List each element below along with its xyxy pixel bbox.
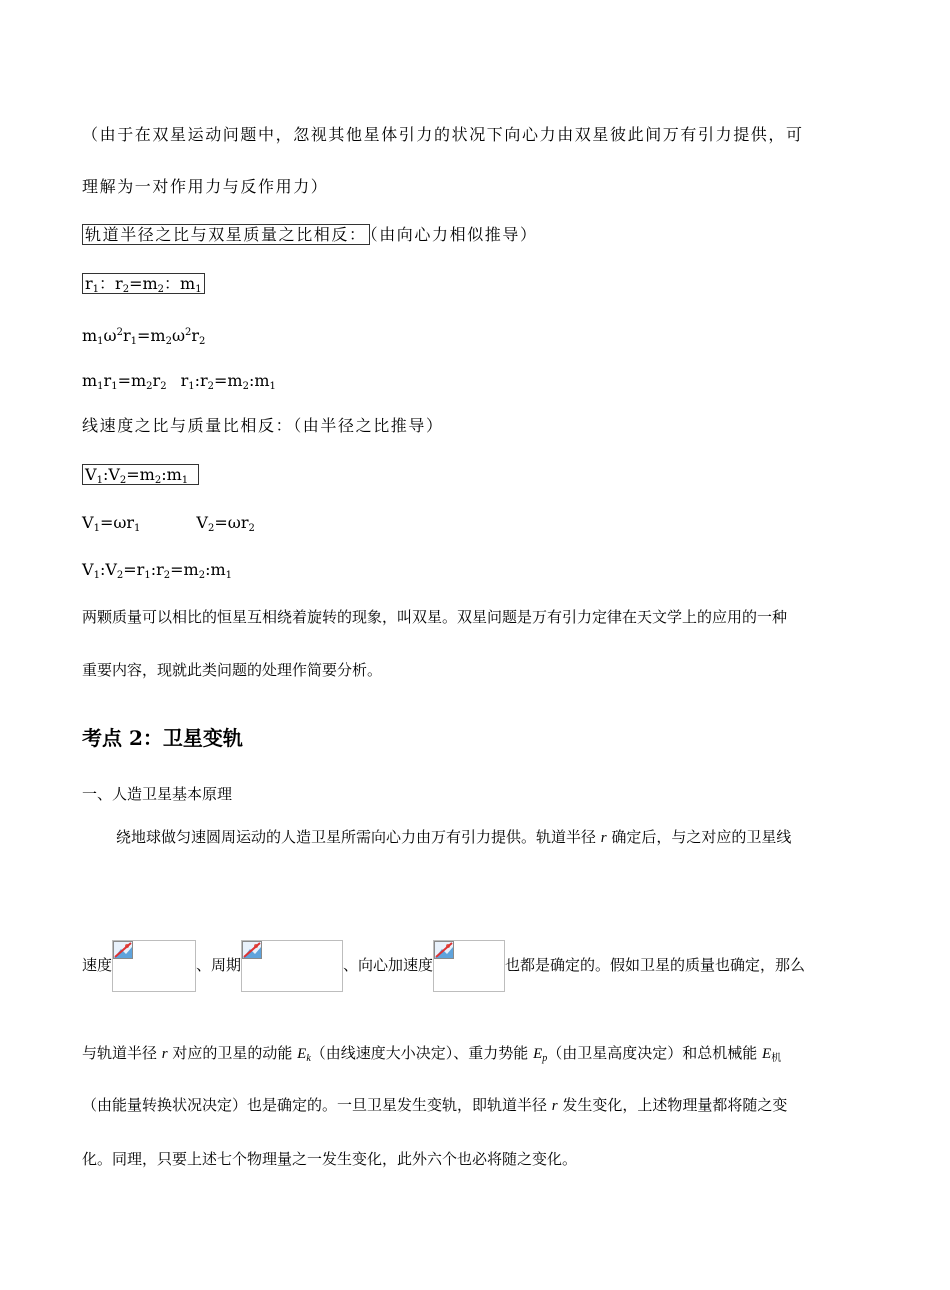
radius-ratio-boxed: 轨道半径之比与双星质量之比相反： [82, 224, 370, 245]
para3-line2: 速度 、周期 、向心加速度 也都是确定的。假如卫星的质量也确定，那么 [82, 954, 890, 1006]
formula-r-ratio-box: $r_1$：$r_2=m_2$：$m_1$ [82, 273, 205, 294]
broken-image-icon [113, 941, 133, 959]
para3-line1: 绕地球做匀速圆周运动的人造卫星所需向心力由万有引力提供。轨道半径 r 确定后，与之对应的卫星线 [116, 828, 792, 846]
para3-line4: （由能量转换状况决定）也是确定的。一旦卫星发生变轨，即轨道半径 r 发生变化，上述物理量都将随之变 [82, 1096, 788, 1114]
radius-ratio-note: （由向心力相似推导） [369, 225, 538, 244]
para3-line5: 化。同理，只要上述七个物理量之一发生变化，此外六个也必将随之变化。 [82, 1150, 578, 1168]
period-formula-image [241, 940, 343, 992]
formula-v-ratio [82, 464, 890, 492]
radius-ratio-line [82, 224, 890, 246]
section-heading: 考点 2：卫星变轨 [82, 726, 243, 750]
formula-v-omega: $V_1=\omega r_1$ $V_2=\omega r_2$ [82, 513, 255, 534]
broken-image-icon [434, 941, 454, 959]
velocity-formula-image [112, 940, 196, 992]
para3-line3: 与轨道半径 r 对应的卫星的动能 $E_k$（由线速度大小决定）、重力势能 $E_p$（由卫星高度决定）和总机械能 $E_机$ [82, 1044, 782, 1064]
formula-mass-radius: $m_1r_1=m_2r_2$ $r_1:r_2=m_2:m_1$ [82, 371, 276, 392]
acceleration-formula-image [433, 940, 505, 992]
para1-line1: （由于在双星运动问题中，忽视其他星体引力的状况下向心力由双星彼此间万有引力提供，可 [82, 125, 804, 144]
para2-line2: 重要内容，现就此类问题的处理作简要分析。 [82, 661, 383, 679]
broken-image-icon [242, 941, 262, 959]
formula-r-ratio [82, 273, 890, 301]
section-subheading: 一、人造卫星基本原理 [82, 785, 233, 803]
para2-line1: 两颗质量可以相比的恒星互相绕着旋转的现象，叫双星。双星问题是万有引力定律在天文学上的应用的一种 [82, 608, 788, 626]
formula-centripetal: $m_1\omega^2r_1=m_2\omega^2r_2$ [82, 326, 206, 347]
formula-v-chain: $V_1:V_2=r_1:r_2=m_2:m_1$ [82, 560, 233, 581]
para1-line2: 理解为一对作用力与反作用力） [82, 177, 329, 196]
formula-v-ratio-box: $V_1:V_2=m_2:m_1$ [82, 464, 199, 485]
velocity-ratio-line: 线速度之比与质量比相反：（由半径之比推导） [82, 416, 444, 435]
